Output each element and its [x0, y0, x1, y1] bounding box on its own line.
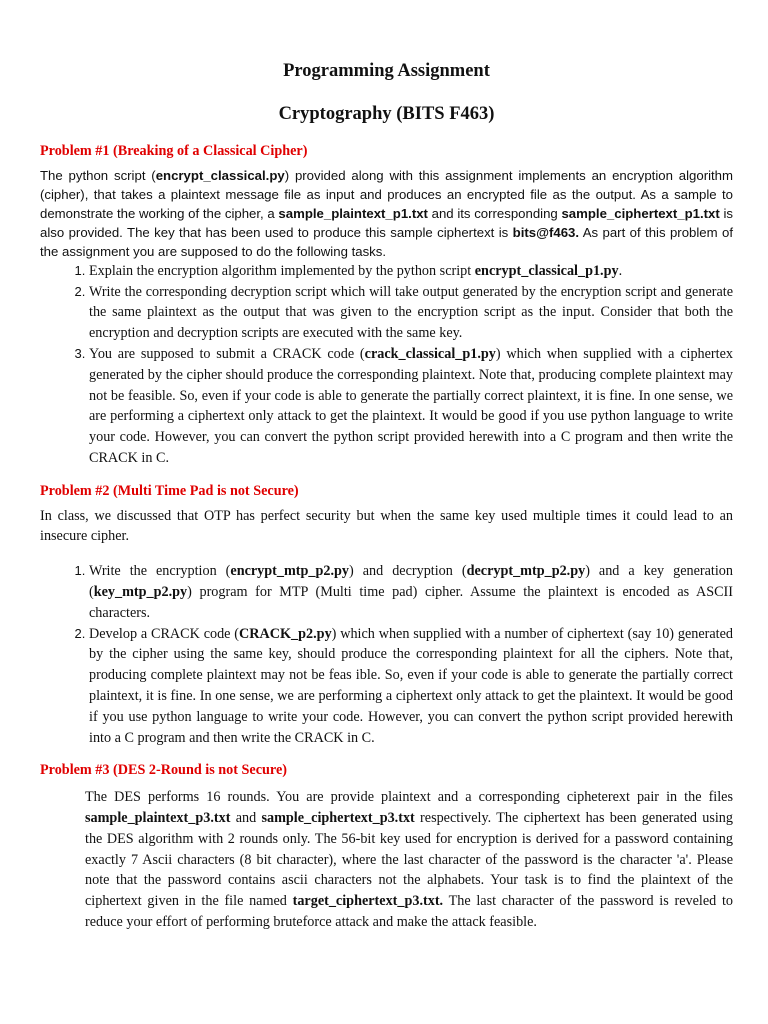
document-page: [40, 58, 733, 933]
list-item: 2. Write the corresponding decryption script which will take output generated by the encryption script and generate the same plaintext as the output that was given to the encryption script as the input. Consider that both the encryption and decryption scripts are executed with the same key.: [89, 282, 733, 344]
list-item: 1. Explain the encryption algorithm implemented by the python script encrypt_classical_p1.py.: [89, 261, 733, 282]
problem-3-heading: Problem #3 (DES 2-Round is not Secure): [40, 762, 287, 779]
problem-3-body: The DES performs 16 rounds. You are provide plaintext and a corresponding cipheterext pair in the files sample_plaintext_p3.txt and sample_ciphertext_p3.txt respectively. The ciphertext has been generated using the DES algorithm with 2 rounds only. The 56-bit key used for encryption is derived for a password containing exactly 7 Ascii characters (8 bit character), where the last character of the password is the character 'a'. Please note that the password contains ascii characters not the alphabets. Your task is to find the plaintext of the ciphertext given in the file named target_ciphertext_p3.txt. The last character of the password is reveled to reduce your effort of performing bruteforce attack and make the attack feasible.: [85, 789, 733, 930]
problem-1-intro: The python script (encrypt_classical.py) provided along with this assignment implements an encryption algorithm (cipher), that takes a plaintext message file as input and produces an encrypted file as the output. As a sample to demonstrate the working of the cipher, a sample_plaintext_p1.txt and its corresponding sample_ciphertext_p1.txt is also provided. The key that has been used to produce this sample ciphertext is bits@f463. As part of this problem of the assignment you are supposed to do the following tasks.: [40, 167, 734, 259]
doc-title: Programming Assignment: [283, 61, 490, 81]
problem-2-intro: In class, we discussed that OTP has perfect security but when the same key used multiple times it could lead to an insecure cipher.: [40, 507, 733, 545]
list-item: 3. You are supposed to submit a CRACK code (crack_classical_p1.py) which when supplied with a ciphertex generated by the cipher should produce the corresponding plaintext. Note that, producing complete plaintext may not be feasible. So, even if your code is able to generate the partially correct plaintext, it is fine. In one sense, we are performing a ciphertext only attack to get the plaintext. It would be good if you use python language to write your code. However, you can convert the python script provided herewith into a C program and then write the CRACK in C.: [89, 344, 733, 469]
problem-2-tasks: [40, 561, 733, 748]
list-item: 2. Develop a CRACK code (CRACK_p2.py) which when supplied with a number of ciphertext (say 10) generated by the cipher using the same key, should produce the corresponding plaintext for all the ciphers. Note that, producing complete plaintext may not be feas ible. So, even if your code is able to generate the partially correct plaintext, it is fine. In one sense, we are performing a ciphertext only attack to get the plaintext. It would be good if you use python language to write your code. However, you can convert the python script provided herewith into a C program and then write the CRACK in C.: [89, 624, 733, 749]
problem-2-heading: Problem #2 (Multi Time Pad is not Secure): [40, 482, 299, 499]
problem-1-heading: Problem #1 (Breaking of a Classical Cipher): [40, 143, 308, 159]
problem-1-tasks: [40, 261, 733, 469]
list-item: 1. Write the encryption (encrypt_mtp_p2.py) and decryption (decrypt_mtp_p2.py) and a key generation (key_mtp_p2.py) program for MTP (Multi time pad) cipher. Assume the plaintext is encoded as ASCII characters.: [89, 561, 733, 623]
doc-subtitle: Cryptography (BITS F463): [278, 104, 495, 124]
